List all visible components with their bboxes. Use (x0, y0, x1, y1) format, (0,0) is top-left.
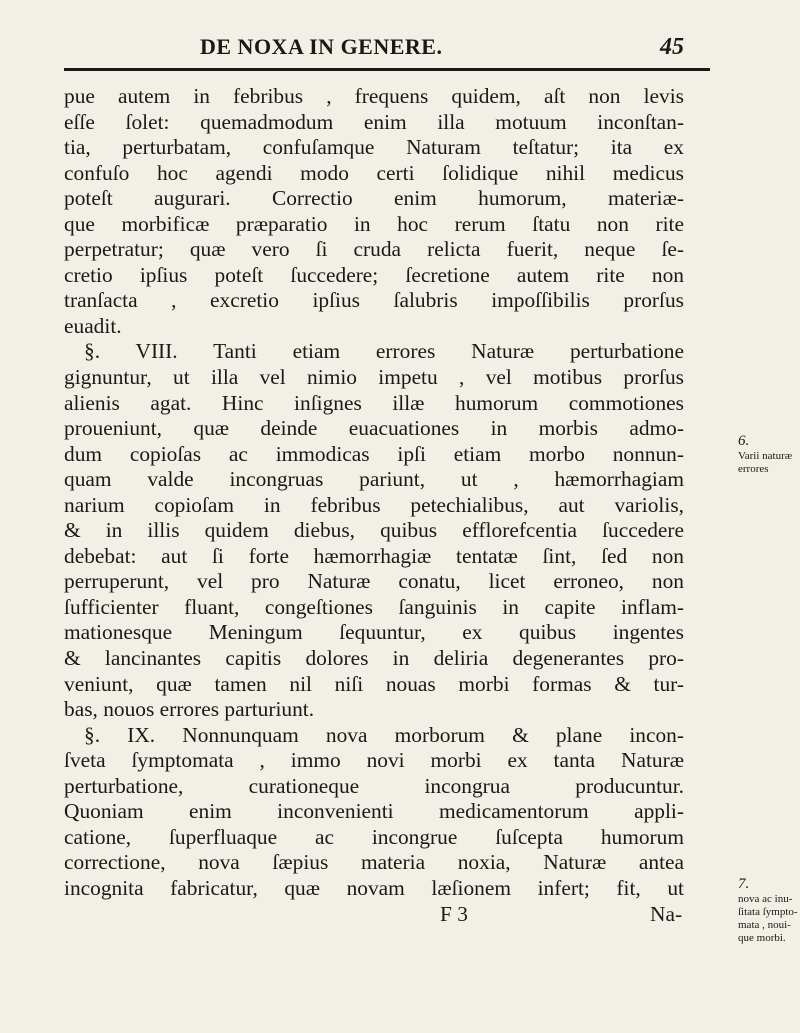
running-head (62, 30, 712, 70)
marginal-line: ſitata ſympto- (738, 906, 798, 918)
marginal-number: 7. (738, 876, 750, 892)
section-heading-line: §. IX. Nonnunquam nova morborum & plane incon- (84, 722, 684, 747)
text-line: mationesque Meningum ſequuntur, ex quibus ingentes (64, 620, 684, 645)
marginal-line: mata , noui- (738, 919, 791, 931)
text-line: proueniunt, quæ deinde euacuationes in morbis admo- (64, 416, 684, 441)
text-line: & in illis quidem diebus, quibus efflorefcentia ſuccedere (64, 518, 684, 543)
marginal-line: que morbi. (738, 932, 786, 944)
body-text (64, 84, 724, 927)
text-line: tranſacta , excretio ipſius ſalubris impoſſibilis prorſus (64, 288, 684, 313)
text-line: tia, perturbatam, confuſamque Naturam teſtatur; ita ex (64, 135, 684, 160)
text-line: perruperunt, vel pro Naturæ conatu, licet erroneo, non (64, 569, 684, 594)
text-line: pue autem in febribus , frequens quidem, aſt non levis (64, 84, 684, 108)
page-number: 45 (660, 34, 684, 60)
text-line: euadit. (64, 313, 122, 338)
text-line: gignuntur, ut illa vel nimio impetu , vel motibus prorſus (64, 365, 684, 390)
text-line: ſveta ſymptomata , immo novi morbi ex tanta Naturæ (64, 748, 684, 773)
marginal-line: Varii naturæ (738, 450, 793, 462)
text-line: Quoniam enim inconvenienti medicamentorum appli- (64, 799, 684, 824)
text-line: perpetratur; quæ vero ſi cruda relicta fuerit, neque ſe- (64, 237, 684, 262)
text-line: debebat: aut ſi forte hæmorrhagiæ tentatæ ſint, ſed non (64, 543, 684, 568)
text-line: incognita fabricatur, quæ novam læſionem infert; fit, ut (64, 875, 684, 900)
text-line: bas, nouos errores parturiunt. (64, 697, 315, 722)
header-rule (64, 68, 710, 71)
text-line: eſſe ſolet: quemadmodum enim illa motuum inconſtan- (64, 109, 684, 134)
text-line: cretio ipſius poteſt ſuccedere; ſecretione autem rite non (64, 262, 684, 287)
text-line: ſufficienter fluant, congeſtiones ſanguinis in capite inflam- (64, 594, 684, 619)
text-line: confuſo hoc agendi modo certi ſolidique nihil medicus (64, 160, 684, 185)
marginal-note-7 (738, 878, 800, 945)
text-line: narium copioſam in febribus petechialibus, aut variolis, (64, 492, 684, 517)
text-line: alienis agat. Hinc inſignes illæ humorum commotiones (64, 390, 684, 415)
text-line: perturbatione, curationeque incongrua producuntur. (64, 773, 684, 798)
text-line: correctione, nova ſæpius materia noxia, Naturæ antea (64, 850, 684, 875)
text-line: que morbificæ præparatio in hoc rerum ſtatu non rite (64, 211, 684, 236)
section-heading-line: §. VIII. Tanti etiam errores Naturæ perturbatione (84, 339, 684, 364)
text-line: dum copioſas ac immodicas ipſi etiam morbo nonnun- (64, 441, 684, 466)
text-line: poteſt augurari. Correctio enim humorum, materiæ- (64, 186, 684, 211)
text-line: quam valde incongruas pariunt, ut , hæmorrhagiam (64, 467, 684, 492)
text-line: veniunt, quæ tamen nil niſi nouas morbi formas & tur- (64, 671, 684, 696)
marginal-number: 6. (738, 433, 750, 449)
marginal-line: errores (738, 463, 769, 475)
signature-mark: F 3 (440, 901, 468, 926)
text-line: & lancinantes capitis dolores in deliria degenerantes pro- (64, 646, 684, 671)
text-line: catione, ſuperfluaque ac incongrue ſuſcepta humorum (64, 824, 684, 849)
marginal-note-6 (738, 435, 800, 476)
running-title: DE NOXA IN GENERE. (200, 34, 443, 59)
catchword: Na- (650, 901, 683, 926)
page-footer (64, 902, 724, 928)
marginal-line: nova ac inu- (738, 893, 793, 905)
